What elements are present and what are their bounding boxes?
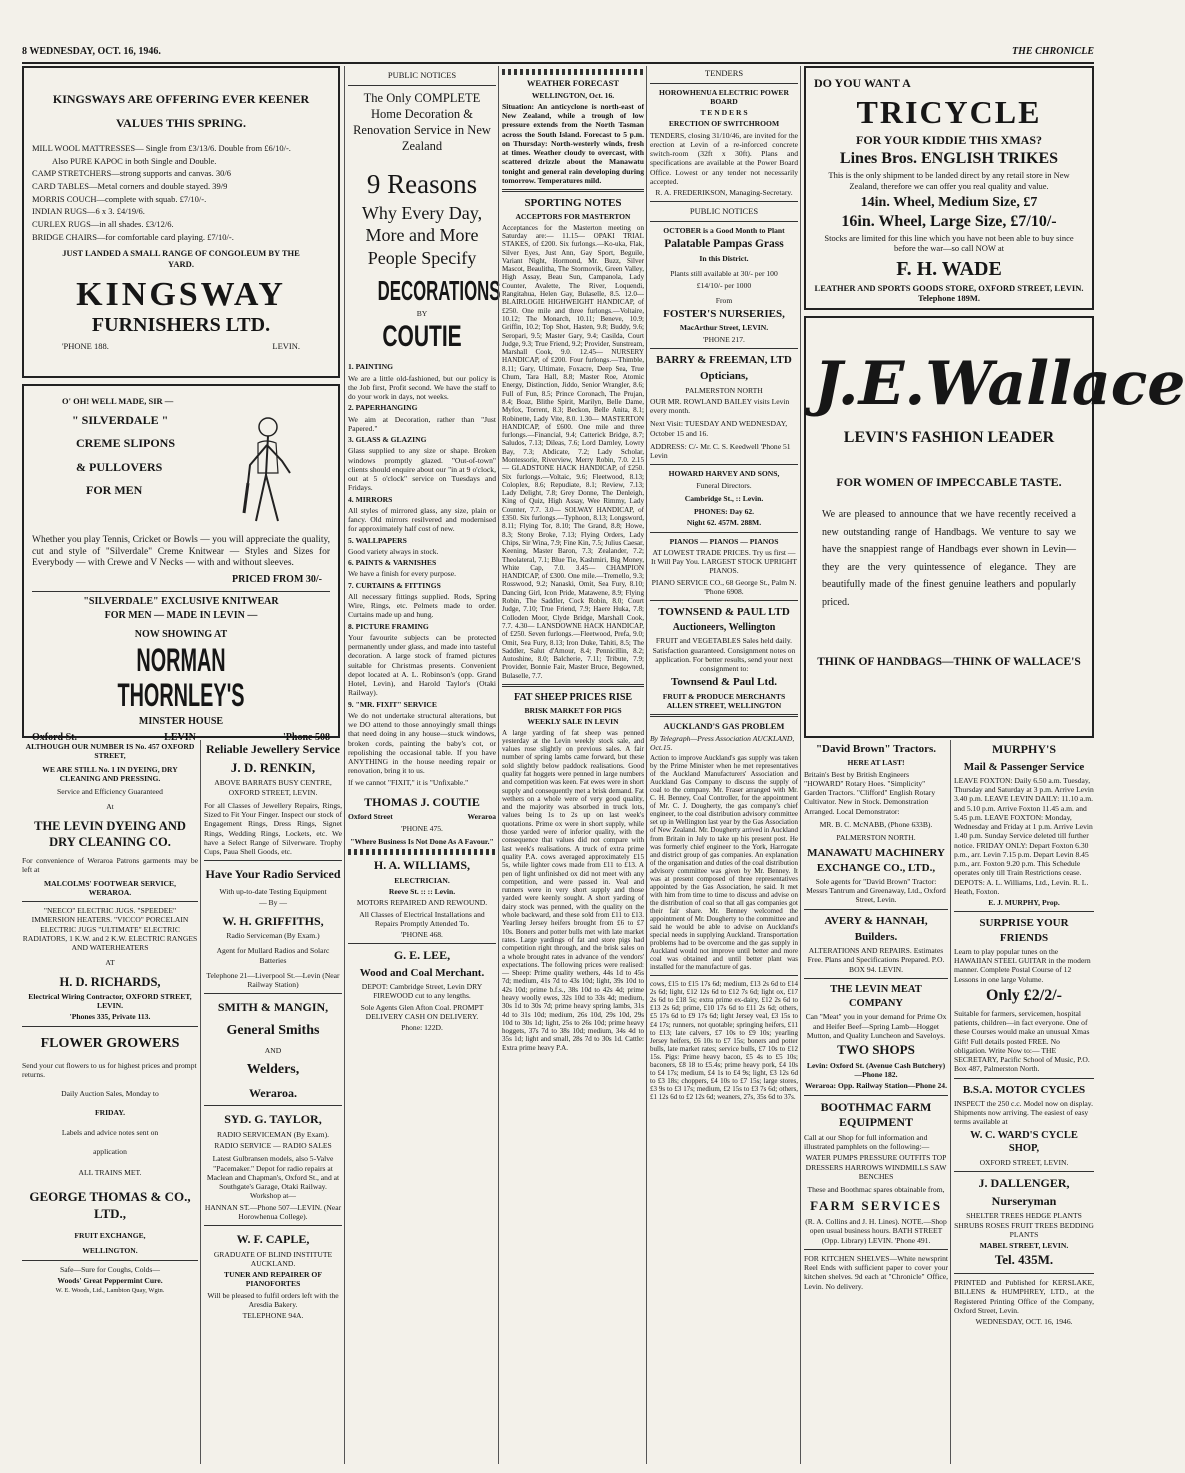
list-item [348,536,496,557]
column-divider [498,66,499,1464]
reason-title: PAINTS & VARNISHES [355,558,437,568]
flower-application: application [93,1146,127,1156]
meat-company-ad [804,983,948,1091]
avery-name: AVERY & HANNAH, [824,914,928,927]
tenders-heading: TENDERS [704,68,744,78]
farm-services: FARM SERVICES [810,1198,942,1214]
wade-sub: LEATHER AND SPORTS GOODS STORE, OXFORD STREET, LEVIN. Telephone 189M. [814,282,1084,303]
renkin-ad [204,742,342,856]
richards-phones: 'Phones 335, Private 113. [69,1012,151,1022]
lee-depot: DEPOT: Cambridge Street, Levin DRY FIREWOOD cut to any lengths. [361,982,483,1001]
wallace-leader: LEVIN'S FASHION LEADER [843,429,1055,446]
kingsway-brand: KINGSWAY [76,276,286,314]
fosters-address: MacArthur Street, LEVIN. [679,323,769,333]
column-divider [950,740,951,1464]
brown-title: "David Brown" Tractors. [815,743,937,755]
list-item: Also PURE KAPOC in both Single and Double. [52,155,217,166]
harvey-name: HOWARD HARVEY AND SONS, [668,469,780,479]
townsend-name: Townsend & Paul Ltd. [671,676,777,689]
column-6 [804,740,948,1293]
column-right-wide [804,66,1185,744]
caple-line: GRADUATE OF BLIND INSTITUTE AUCKLAND. [213,1249,333,1268]
smith-line: SMITH & MANGIN, [217,1000,329,1015]
caple-line: Will be pleased to fulfil orders left with the Aresdia Bakery. [207,1290,339,1309]
reason-title: WALLPAPERS [355,535,407,545]
murphy-ad [954,742,1094,907]
coutie-by: BY [416,309,428,319]
list-item [348,435,496,493]
reason-body: If we cannot "FIXIT," it is "Unfixable." [348,777,469,787]
reason-title: MIRRORS [355,494,393,504]
silverdale-ad [22,384,340,744]
column-4 [502,66,644,1054]
shop-name: NORMAN THORNLEY'S [117,642,245,714]
dallenger-ad [954,1176,1094,1269]
kingsways-subtitle: VALUES THIS SPRING. [116,115,246,130]
gas-title: AUCKLAND'S GAS PROBLEM [663,721,785,732]
opticians: Opticians, [700,370,748,383]
wallace-think: THINK OF HANDBAGS—THINK OF WALLACE'S [817,656,1081,669]
coutie-address [348,812,496,821]
brown-here: HERE AT LAST! [847,758,905,768]
sporting-body: Acceptances for the Masterton meeting on Saturday are:— 11.15— OPAKI TRIAL STAKES, of £200. Six furlongs.—Ko-uka, Flak, Silver Eyes, Just Ann, Gay Sport, Beguile, Variant Night, Hormond, Mr. Buzz, Silver Mascot, Beaulitha, The Stormovik, Green Valley, High Assay, Beau Sun, Campanola, Lady Counter, Avalette, The River, Loquendi, Rangitahua, Helen Gay, Bulaselle, 8.5. 12.0— BLAIRLOGIE HIGHWEIGHT HANDICAP, of £250. One mile and three furlongs.—Voltaire, 10.12; The Monarch, 10.11; Beneve, 10.9; Griffin, 10.2; Top Shot, Hasten, 9.8; Buddy, 9.6; Seropari, 9.5; Master Gary, 9.4; Casilda, Court Judge, 9.3; True Friend, 9.2; Provider, Sunstream, Marshall Cook, 9.0. 12.45— NURSERY HANDICAP, of £200. Four furlongs.—Thimble, 8.11; Gary, Ultimate, Foxacre, Deep Sea, True Chum, Tara Hall, 8.8; Master Roe, Atomic Energy, Distinction, Jiddo, Senior Wrangler, 8.6; Full of Fun, 8.5; Prince Coronach, The Prujan, 8.4; Boaz, Blithe Spirit, Marilyn, Belle Dame, Myfox, Torrent, 8.3; Beckon, Belle Anita, 8.1; Robinette, Lady Vite, 8.0. 1.30— MASTERTON HANDICAP, of £600. One mile and three furlongs.—Financial, 9.4; Catterick Bridge, 8.7; Saludos, 7.13; Dileas, 7.6; Lord Darnley, Lowry Bay, 7.3; Abdicate, 7.2; Lady Scholar, Montessorie, Riverview, Merry Robin, 7.0. 2.15— GLADSTONE HACK HANDICAP, of £250. Six furlongs.—Voltaic, 9.6; Fleetwood, 8.13; Coloplex, 8.6; Repudiate, 8.1; Review, 7.13; Lady Delight, 7.8; Grey Donne, The Denleigh, King of Quiz, High Assay, Wee Rimmy, Lady Counter, 7.7. 3.0— SOLWAY HANDICAP, of £350. Six furlongs.—Typhoon, 8.13; Longsword, 8.11; Flying Tor, 8.10; The Grand, 8.8; Howe, 8.3; Stony Broke, 7.13; Flying Orders, Lady Chips, Sir Wina, 7.9; Fine Kin, 7.5; Julius Caesar, Keening, Master Baron, 7.3; Zealander, 7.2; Theolateral, 7.1; Blue Tie, Kashmiri, Big Money, White Cap, 7.0. 3.45— CHAMPION HANDICAP, of £300. One mile.—Tremello, 9.3; Rosswood, 9.2; Nanaski, Omit, Sea Fury, 8.10; Dancing Girl, Icon Pride, Matawene, 8.9; Flying Robin, The Saddler, Cock Robin, 8.0; Court Judge, 7.10; True Friend, 7.9; Haere Huka, 7.8; Colloden Moor, Clyde Bridge, Marshall Cook, 7.7. 4.30— LANSDOWNE HACK HANDICAP, of £250. Seven furlongs.—Fleetwood, Prefa, 9.0; Omit, Sea Fury, 8.13; Iron Duke, Tahiti, 8.5; The Saddler, Salut d'Amour, 8.4; Pennicillin, 8.2; Autoshine, 8.0; Balcherie, 7.11; Tribute, 7.9; Provider, Bonnie Fair, Master Bruce, Begowned, Bulaselle, 7.7. [502,223,644,680]
richards-ad [22,906,198,1022]
reason-body: We are a little old-fashioned, but our policy is the Job first, Profit second. We have the staff to do your work in days, not weeks. [348,373,496,402]
surprise-ad [954,916,1094,1073]
harvey-address: Cambridge St., :: Levin. [684,493,764,503]
reason-body: We do not undertake structural alterations, but we DO attend to those annoyingly small things that need doing in any house—stuck windows, broken cords, painting the baby's cot, or repolishing the occasional table. If you have ANYTHING in the house needing repair or renovation, bring it to us. [348,710,496,776]
list-item [348,778,496,787]
norman-thornley-name [32,643,330,713]
list-item [348,403,496,433]
tenders-signature: R. A. FREDERIKSON, Managing-Secretary. [655,188,793,198]
pampas-price: £14/10/- per 1000 [696,280,752,290]
meat-shop-1: Levin: Oxford St. (Avenue Cash Butchery)—Phone 182. [806,1060,946,1080]
griffiths-role: Radio Serviceman (By Exam.) [226,931,320,941]
header-rule [22,62,1094,64]
reason-number: 1. [348,362,354,372]
flower-town: WELLINGTON. [82,1246,138,1256]
reason-number: 7. [348,580,354,590]
reason-title: PAPERHANGING [355,403,418,413]
coutie-street: Oxford Street [348,812,393,822]
george-thomas-name: GEORGE THOMAS & CO., LTD., [29,1189,191,1222]
silverdale-line: CREME SLIPONS [76,436,176,451]
barry-freeman: BARRY & FREEMAN, LTD [656,353,792,366]
griffiths-by: — By — [259,898,287,908]
coutie-headline: The Only COMPLETE Home Decoration & Renovation Service in New Zealand [353,90,491,154]
taylor-ad [204,1112,342,1221]
flower-title: FLOWER GROWERS [40,1035,180,1051]
list-item: CURLEX RUGS—in all shades. £3/12/6. [32,218,174,229]
imprint: PRINTED and Published for KERSLAKE, BILLENS & HUMPHREY, LTD., at the Registered Printing Office of the Company, Oxford Street, Levin. [954,1278,1094,1315]
tricycle-price-1: 14in. Wheel, Medium Size, £7 [860,194,1038,210]
meat-shops: TWO SHOPS [837,1042,915,1058]
list-item [348,362,496,401]
public-notices-heading: PUBLIC NOTICES [689,206,759,217]
masthead: THE CHRONICLE [1012,46,1094,57]
williams-motors: MOTORS REPAIRED AND REWOUND. [356,898,488,908]
ward-address: OXFORD STREET, LEVIN. [979,1157,1069,1167]
column-divider [800,66,801,1464]
erection-switchroom: ERECTION OF SWITCHROOM [668,119,780,129]
williams-name: H. A. WILLIAMS, [373,858,471,873]
taylor-body: Latest Gulbransen models, also 5-Valve "Pacemaker." Depot for radio repairs at Maclean and Chapman's, Oxford St., and at Southgate's Garage, Otaki Railway. Workshop at— [206,1154,340,1201]
power-board: HOROWHENUA ELECTRIC POWER BOARD [659,87,789,106]
column-left-wide [22,66,340,744]
coutie-label: COUTIE [382,320,462,354]
list-item: CARD TABLES—Metal corners and double stayed. 39/9 [32,181,228,192]
coutie-word [348,320,496,354]
sheep-body: A large yarding of fat sheep was penned yesterday at the Levin weekly stock sale, and values rose slightly on previous sales. A fair number of spring lambs came forward, but these sold slightly below paddock realisations. Good quality fat hoggets were penned in large numbers and competition was keen. Fat ewes were in short supply and consequently met a brisk demand. Fat wethers on a whole were of very good quality, and the majority was absorbed in truck lots, values being 1s to 2s up on last week's quotations. Prime ox were in short supply, while those yarded were of inferior quality, with the consequence that values did not compare with last week's realisations. A truck of extra prime quality P.A. cows averaged approximately £15 5s, while lighter cows made from £11 to £13. A pen of light unfinished ox did not meet with any competition, and were passed in. Veal and runners were in very short supply and those yarded were keenly sought. A short yarding of dairy stock was penned, with the quality on the whole backward, and these sold from £11 to £13. Yearling Jersey heifers brought from £6 to £7 10s. Boners and potter bulls met with late market rates. Large yardings of fat and store pigs had competition right through, and the brisk sales on a whole brought rates in advance of the vendors' expectations. The following prices were realised:— Sheep: Prime quality wethers, 44s 1d to 45s 7d; medium, 41s 7d to 43s 10d; light, 39s 10d to 42s 10d; prime b.f.s., 38s 10d to 42s 4d; prime heavy woolly ewes, 32s 10d to 33s 4d; medium, 30s 1d to 30s 7d; prime heavy spring lambs, 31s 4d to 31s 10d; medium, 26s 10d, 29s 10d, 29s 10d to 30s 1d; light, 25s to 26s 10d; prime heavy hoggets, 37s 7d to 38s 10d; medium, 34s 4d to 35s 1d; light and small, 28s 7d to 30s 1d. Cattle: Extra prime heavy P.A. [502,728,644,1052]
list-item [348,495,496,534]
coutie-name: THOMAS J. COUTIE [364,794,480,809]
flower-body: Send your cut flowers to us for highest prices and prompt returns. [22,1060,197,1079]
caple-ad [204,1232,342,1320]
murphy-body: LEAVE FOXTON: Daily 6.50 a.m. Tuesday, Thursday and Saturday at 3 p.m. Arrive Levin 3.40 p.m. LEAVE LEVIN DAILY: 11.10 a.m. and 5.10 p.m. Arrive Foxton 11.45 a.m. and 5.45 p.m. LEAVE FOXTON: Monday, Wednesday and Friday at 1 p.m. Arrive Levin 1.40 p.m. Sunday Service deleted till further notice. FRIDAY ONLY: Depart Foxton 6.30 p.m., arr. Levin 7.15 p.m. Depart Levin 8.45 p.m., arr. Foxton 9.20 p.m. This Schedule operates only till Train Restrictions cease. DEPOTS: A. L. Williams, Ltd., Levin. R. L. Heath, Foxton. [954,775,1094,896]
column-divider [646,66,647,1464]
lee-agents: Sole Agents Glen Afton Coal. PROMPT DELIVERY CASH ON DELIVERY. [360,1002,484,1021]
nine-reasons: 9 Reasons [366,168,478,199]
dallenger-name: J. DALLENGER, [978,1176,1070,1191]
reasons-list [348,362,496,787]
caple-telephone: TELEPHONE 94A. [242,1311,304,1321]
minster-house: MINSTER HOUSE [138,715,224,727]
reason-body: Good variety always in stock. [348,546,439,556]
barry-address: ADDRESS: C/- Mr. C. S. Keedwell 'Phone 51 Levin [650,441,791,461]
taylor-address: HANNAN ST.—Phone 507—LEVIN. (Near Horowhenua College). [204,1202,342,1221]
silverdale-brand: " SILVERDALE " [72,412,169,427]
barry-visit: Next Visit: TUESDAY AND WEDNESDAY, October 15 and 16. [650,419,788,438]
cricketer-illustration [230,413,300,533]
silverdale-exclusive: "SILVERDALE" EXCLUSIVE KNITWEAR [83,595,279,607]
sporting-title: SPORTING NOTES [524,197,622,210]
kingsway-brand-sub: FURNISHERS LTD. [91,314,271,337]
meat-shop-2: Weraroa: Opp. Railway Station—Phone 24. [804,1081,948,1091]
pianos-body: AT LOWEST TRADE PRICES. Try us first — It Will Pay You. LARGEST STOCK UPRIGHT PIANOS. [650,547,798,576]
silverdale-body: Whether you play Tennis, Cricket or Bowls — you will appreciate the quality, cut and style of "Silverdale" Creme Knitwear — Styles and Sizes for Everybody — with Crewe and V Necks — with and without sleeves. [32,534,330,569]
harvey-funeral: Funeral Directors. [696,480,752,490]
reason-number: 8. [348,621,354,631]
peppermint-ad [22,1265,198,1295]
reason-number: 3. [348,435,354,445]
smith-line: AND [264,1046,282,1056]
williams-ad [348,858,496,939]
list-item: BRIDGE CHAIRS—for comfortable card playing. £7/10/-. [32,231,234,242]
imprint-date: WEDNESDAY, OCT. 16, 1946. [975,1317,1073,1327]
murphy-sub: Mail & Passenger Service [963,760,1085,773]
barry-palmerston: PALMERSTON NORTH [685,385,763,395]
tricycle-line: FOR YOUR KIDDIE THIS XMAS? [855,132,1043,147]
weather-title: WEATHER FORECAST [526,78,620,88]
column-3 [348,66,501,1034]
address-street: Oxford St. [32,732,77,744]
meat-body: Can "Meat" you in your demand for Prime Ox and Heifer Beef—Spring Lamb—Hogget Mutton, and Quality Luncheon and Saveloys. [805,1012,947,1040]
renkin-name: J. D. RENKIN, [230,759,316,775]
bsa-title: B.S.A. MOTOR CYCLES [962,1083,1086,1096]
flower-labels: Labels and advice notes sent on [61,1127,159,1137]
reason-title: PAINTING [355,362,394,372]
flower-sales: Daily Auction Sales, Monday to [61,1089,159,1099]
reason-number: 2. [348,403,354,413]
reason-body: Glass supplied to any size or shape. Broken windows promptly glazed. "Out-of-town" clients should enquire about our "in at 9 o'clock, out at 5 o'clock" service on Tuesdays and Fridays. [348,446,496,493]
flower-friday: FRIDAY. [94,1108,126,1118]
dallenger-address: MABEL STREET, LEVIN. [979,1241,1069,1251]
lee-name: G. E. LEE, [393,948,451,963]
dyeing-line: WE ARE STILL No. 1 IN DYEING, DRY CLEANING AND PRESSING. [42,764,178,783]
reason-title: CURTAINS & FITTINGS [355,580,441,590]
sheep-sub2: WEEKLY SALE IN LEVIN [527,717,619,727]
weather-place: WELLINGTON, Oct. 16. [531,90,615,100]
boothmac-obtainable: These and Boothmac spares obtainable from, [807,1185,945,1195]
coutie-phone: 'PHONE 475. [401,823,443,833]
smith-mangin-ad [204,1000,342,1101]
pampas-district: In this District. [699,254,749,264]
avery-builders: Builders. [854,930,898,943]
address-phone: 'Phone 508 [283,732,330,744]
kingsways-town: LEVIN. [272,341,300,352]
boothmac-items: WATER PUMPS PRESSURE OUTFITS TOP DRESSERS HARROWS WINDMILLS SAW BENCHES [805,1153,947,1181]
reason-title: PICTURE FRAMING [355,621,429,631]
taylor-service: RADIO SERVICE — RADIO SALES [214,1141,332,1151]
column-5 [650,66,798,1103]
boothmac-body: Call at our Shop for full information and illustrated pamphlets on the following:— [804,1132,930,1152]
lee-ad [348,948,496,1032]
silverdale-line: FOR MEN [86,483,143,498]
kingsways-phone: 'PHONE 188. [62,341,109,352]
brown-agents: Sole agents for "David Brown" Tractor: Messrs Tantrum and Greenaway, Ltd., Oxford Street, Levin. [806,876,946,905]
richards-name: H. D. RICHARDS, [59,974,161,989]
pampas-from: From [715,295,733,305]
tricycle-body: This is the only shipment to be landed direct by any retail store in New Zealand, therefore we can offer you real quality and value. [828,170,1070,191]
brown-palmerston: PALMERSTON NORTH. [836,833,916,843]
sheep-title: FAT SHEEP PRICES RISE [513,692,633,703]
surprise-price: Only £2/2/- [985,986,1062,1004]
murphy-name: MURPHY'S [992,742,1056,756]
tenders-body: TENDERS, closing 31/10/46, are invited for the erection at Levin of a re-inforced concrete switch-room (32ft x 30ft). Plans and specifications are available at the Power Board Office. Lowest or any tender not necessarily accepted. [650,130,798,186]
safe-line: Woods' Great Peppermint Cure. [57,1275,163,1285]
cattle-prices: cows, £15 to £15 17s 6d; medium, £13 2s 6d to £14 2s 6d; light, £12 12s 6d to £12 7s 6d; light ox, £17 2s 6d to £18 5s; extra prime ex-dairy, £12 2s 6d to £13 2s 6d; prime, £10 17s 6d to £11 2s 6d; others, £5 17s 6d to £9 17s 6d; light Jersey veal, £3 15s to £4 17s; runners, not quotable; springing heifers, £11 to £13; late calvers, £7 10s to £9 10s; yearling Jersey heifers, £6 10s to £7 15s; boners and potter bulls, late market rates; service bulls, £7 10s to £12 15s. Pigs: Prime heavy bacon, £5 4s to £5 10s; baconers, £8 18 to £5.4s; prime heavy pork, £4 10s to £4 17s; medium, £4 1s to £4 9s; light, £3 12s 6d to £3 18s; choppers, £4 10s to £7 15s; large stores, £3 9s to £3 17s; medium, £2 15s to £3 7s 6d; others, £1 12s 6d to £2 12s 6d; weaners, 27s, 35s 6d to 37s. [650,980,798,1101]
boothmac-ad [804,1100,948,1245]
townsend-merchants: FRUIT & PRODUCE MERCHANTS ALLEN STREET, WELLINGTON [662,691,786,710]
column-divider [200,740,201,1464]
sporting-sub: ACCEPTORS FOR MASTERTON [515,212,631,222]
decorations-label: DECORATIONS [377,275,501,307]
list-item: MILL WOOL MATTRESSES— Single from £3/13/6. Double from £6/10/-. [32,143,291,154]
griffiths-sub: With up-to-date Testing Equipment [219,887,327,897]
silverdale-price: PRICED FROM 30/- [232,574,322,586]
taylor-role: RADIO SERVICEMAN (By Exam). [216,1129,330,1139]
kingsways-note: JUST LANDED A SMALL RANGE OF CONGOLEUM BY THE YARD. [62,248,300,269]
ornament-rule [348,849,496,855]
column-divider [344,66,345,1464]
avery-alterations: ALTERATIONS AND REPAIRS. Estimates Free. Plans and Specifications Prepared. P.O. BOX 94. LEVIN. [807,946,945,974]
caple-line: TUNER AND REPAIRER OF PIANOFORTES [224,1270,322,1289]
smith-line: General Smiths [226,1023,320,1039]
lee-phone: Phone: 122D. [401,1023,443,1033]
silverdale-made-in: FOR MEN — MADE IN LEVIN — [104,610,258,622]
weather-body: Situation: An anticyclone is north-east of New Zealand, while a trough of low pressure extends from the North Tasman across the South Island. Forecast to 5 p.m. on Thursday: North-westerly winds, fresh at times. Weather cloudy to overcast, with scattered drizzle about the Manawatu tonight and general rain developing during tomorrow. Temperatures mild. [502,101,644,185]
column-2 [204,740,342,1322]
reason-number: 9. [348,699,354,709]
dyeing-line: ALTHOUGH OUR NUMBER IS No. 457 OXFORD STREET, [25,742,195,761]
taylor-name: SYD. G. TAYLOR, [224,1112,322,1127]
wallace-body: We are pleased to announce that we have recently received a new outstanding range of Handbags. We venture to say we have the snappiest range of Handbags ever shown in Levin—they are the very quintessence of elegance. They are beautifully made of the finest genuine leathers and popularly priced. [822,509,1076,608]
list-item [348,622,496,698]
richards-items: "NEECO" ELECTRIC JUGS. "SPEEDEE" IMMERSION HEATERS. "VICCO" PORCELAIN ELECTRIC JUGS "ULTIMATE" ELECTRIC RADIATORS, 1 K.W. and 2 K.W. ELECTRIC RANGES AND WATERHEATERS [22,906,198,952]
surprise-body: Learn to play popular tunes on the HAWAIIAN STEEL GUITAR in the modern manner. Complete Postal Course of 12 Lessons in one large Volume. [954,946,1091,984]
townsend-paul: TOWNSEND & PAUL LTD [658,606,790,619]
pampas-grass: Palatable Pampas Grass [664,238,784,251]
williams-address: Reeve St. :: :: Levin. [388,887,456,897]
safe-line: Safe—Sure for Coughs, Colds— [60,1264,160,1274]
coutie-why: Why Every Day, More and More People Specify [361,202,483,268]
williams-all: All Classes of Electrical Installations and Repairs Promptly Attended To. [359,909,485,928]
list-item: MORRIS COUCH—complete with squab. £7/10/-. [32,193,207,204]
gas-body: Action to improve Auckland's gas supply was taken by the Prime Minister when he met representatives of the Auckland Manufacturers' Association and Auckland Gas Company to discuss the supply of coal to the company. Mr. Fraser arranged with Mr. C. H. Benney, Coal Controller, for the appointment of Mr. C. J. Dougherty, the gas company's chief engineer, to the coal distribution advisory committee set up in Wellington last year by the Gas Association of New Zealand. Mr. Dougherty arrived in Auckland from Britain in July to take up his present post. He was formerly chief engineer to the York, Harrogate and district group of gas companies. An explanation of the organisation and duties of the coal distribution advisory committee was given by Mr. Benney. It was at present composed of three representatives appointed by the Gas Association, he said. It met with him from time to time to discuss and advise on the distribution of coal so that all gas companies got their fair share. Mr. Benney welcomed the appointment of Mr. Dougherty to the committee and said he would be able to advise on Auckland's special needs in supplying Auckland. Transportation problems had to be overcome and the gas supply in Auckland would not improve until better and more coal was obtained and until better plant was installed for the manufacture of gas. [650,754,799,972]
dyeing-body: For convenience of Weraroa Patrons garments may be left at [22,856,198,875]
avery-hannah-ad [804,914,948,974]
reason-body: All styles of mirrored glass, any size, plain or fancy. Old mirrors resilvered and modernised for approximately half cost of new. [348,505,496,534]
wallace-women: FOR WOMEN OF IMPECCABLE TASTE. [836,474,1062,489]
tricycle-line: DO YOU WANT A [814,76,911,90]
griffiths-name: W. H. GRIFFITHS, [222,913,324,928]
tricycle-trikes: Lines Bros. ENGLISH TRIKES [839,150,1059,168]
silverdale-intro: O' OH! WELL MADE, SIR — [62,396,174,406]
harvey-phones: PHONES: Day 62. [693,507,755,517]
coutie-motto: "Where Business Is Not Done As A Favour." [350,836,494,846]
lee-sub: Wood and Coal Merchant. [359,966,485,979]
david-brown-ad [804,742,948,905]
caple-name: W. F. CAPLE, [236,1232,310,1247]
reason-body: All necessary fittings supplied. Rods, Spring Wire, Rings, etc. Pelmets made to order. Curtains made up and hung. [348,591,496,620]
pianos-heading: PIANOS — PIANOS — PIANOS [669,536,779,546]
tricycle-stock: Stocks are limited for this line which you have not been able to buy since before the war—so call NOW at [824,232,1074,254]
pampas-plants: Plants still available at 30/- per 100 [670,269,778,279]
richards-sub: Electrical Wiring Contractor, OXFORD STREET, LEVIN. [28,991,192,1010]
farm-services-sub: (R. A. Collins and J. H. Lines). NOTE.—Shop open usual business hours. BATH STREET (Opp. Library) LEVIN. 'Phone 491. [805,1217,947,1245]
fosters-phone: 'PHONE 217. [703,334,745,344]
williams-phone: 'PHONE 468. [401,930,443,940]
column-7 [954,740,1094,1328]
decorations-word [348,275,501,307]
griffiths-title: Have Your Radio Serviced [205,867,341,882]
flower-exchange: FRUIT EXCHANGE, [74,1231,146,1241]
boothmac-title: BOOTHMAC FARM EQUIPMENT [820,1099,932,1130]
safe-line: W. E. Woods, Ltd., Lambton Quay, Wgtn. [55,1287,165,1295]
murphy-signature: E. J. MURPHY, Prop. [988,898,1060,908]
coutie-town: Weraroa [467,812,496,822]
brown-demo: MR. B. C. McNABB, (Phone 633B). [819,819,933,829]
reason-title: GLASS & GLAZING [355,435,427,445]
public-notices-heading: PUBLIC NOTICES [387,70,457,80]
page-date: 8 WEDNESDAY, OCT. 16, 1946. [22,46,161,57]
wallace-logo [814,349,1185,419]
wade-name: F. H. WADE [896,257,1002,280]
piano-service: PIANO SERVICE CO., 68 George St., Palm N. 'Phone 6908. [651,577,797,596]
list-item [348,581,496,620]
dyeing-malcolms: MALCOLMS' FOOTWEAR SERVICE, WERAROA. [43,878,176,897]
reason-body: We have a finish for every purpose. [348,569,456,579]
sheep-sub1: BRISK MARKET FOR PIGS [524,706,622,715]
kitchen-shelves: FOR KITCHEN SHELVES—White newsprint Reel Ends with sufficient paper to cover your kitchen shelves. 9d each at "Chronicle" Office, Levin. No delivery. [804,1253,948,1291]
kingsways-ad [22,66,340,378]
auctioneers: Auctioneers, Wellington [672,622,776,634]
fosters-nurseries: FOSTER'S NURSERIES, [663,308,785,321]
flower-trains: ALL TRAINS MET. [78,1168,142,1178]
tricycle-price-2: 16in. Wheel, Large Size, £7/10/- [841,212,1057,230]
bsa-body: INSPECT the 250 c.c. Model now on display. Shipments now arriving. The easiest of easy terms available at [954,1098,1093,1127]
ward-name: W. C. WARD'S CYCLE SHOP, [970,1129,1078,1155]
wallace-ad [804,316,1185,738]
reason-number: 4. [348,494,354,504]
dyeing-company: THE LEVIN DYEING AND DRY CLEANING CO. [34,818,186,849]
kingsways-items [32,143,330,242]
dallenger-sub: Nurseryman [991,1193,1057,1208]
reason-body: We aim at Decoration, rather than "Just Papered." [348,414,496,433]
list-item: CAMP STRETCHERS—strong supports and canvas. 30/6 [32,168,231,179]
surprise-title: SURPRISE YOUR FRIENDS [979,917,1069,944]
wallace-logo-text: J.E.Wallace [814,349,1185,419]
harvey-night: Night 62. 457M. 288M. [686,518,762,528]
kingsways-contact [32,341,330,352]
silverdale-line: & PULLOVERS [76,459,163,474]
flower-growers-ad [22,1035,198,1256]
renkin-title: Reliable Jewellery Service [206,742,340,756]
dyeing-at: At [106,802,114,812]
list-item [348,700,496,776]
list-item: INDIAN RUGS—6 x 3. £4/19/6. [32,206,145,217]
column-1 [22,740,198,1297]
tenders-spaced: T E N D E R S [700,108,748,118]
richards-at: AT [105,958,115,968]
reason-title: "MR. FIXIT" SERVICE [355,699,437,709]
list-item [348,558,496,579]
dallenger-tel: Tel. 435M. [994,1252,1054,1268]
meat-name: THE LEVIN MEAT COMPANY [830,983,922,1009]
smith-line: Weraroa. [248,1085,298,1100]
barry-bailey: OUR MR. ROWLAND BAILEY visits Levin every month. [650,396,790,416]
griffiths-agent: Agent for Mullard Radios and Solarc Batteries [216,946,330,965]
renkin-address: ABOVE BARRATS BUSY CENTRE, OXFORD STREET, LEVIN. [214,778,332,797]
gas-byline: By Telegraph—Press Association AUCKLAND, Oct.15. [650,733,795,752]
manawatu-name: MANAWATU MACHINERY EXCHANGE CO., LTD., [807,847,945,874]
reason-body: Your favourite subjects can be protected permanently under glass, and made into tasteful decoration. A large stock of framed pictures suitable for Christmas presents. Convenient depot located at A. L. Robinson's (opp. Grand Hotel, Levin), and Harold Taylor's (Otaki Railway). [348,632,496,698]
october-plant: OCTOBER is a Good Month to Plant [663,226,785,235]
dyeing-ad [22,742,198,897]
renkin-body: For all Classes of Jewellery Repairs, Rings, Sized to Fit Your Finger. Inspect our stock of Engagement Rings, Dress Rings, Signet Rings, Wedding Rings, Lockets, etc. We have a Select Range of Silverware. Trophy Cups, Paua Shell Goods, etc. [204,800,342,857]
address-town: LEVIN [164,732,196,744]
dallenger-items: SHELTER TREES HEDGE PLANTS SHRUBS ROSES FRUIT TREES BEDDING PLANTS [954,1211,1094,1239]
townsend-body: FRUIT and VEGETABLES Sales held daily. Satisfaction guaranteed. Consignment notes on application. For better results, send your next consignment to: [652,636,796,674]
williams-role: ELECTRICIAN. [394,875,450,885]
griffiths-ad [204,867,342,989]
ornament-rule [502,69,644,75]
reason-number: 5. [348,535,354,545]
bsa-ad [954,1083,1094,1168]
griffiths-telephone: Telephone 21—Liverpool St.—Levin (Near Railway Station) [206,970,340,990]
smith-line: Welders, [246,1062,300,1078]
reason-number: 6. [348,558,354,568]
dyeing-line: Service and Efficiency Guaranteed [57,787,163,796]
tricycle-ad [804,66,1094,310]
brown-body: Britain's Best by British Engineers "HOWARD" Rotary Hoes. "Simplicity" Garden Tractors. "Clifford" English Rotary Cultivator. New in Stock. Demonstration Arranged. Local Demonstrator: [804,769,936,816]
tricycle-title: TRICYCLE [856,93,1042,130]
kingsways-title: KINGSWAYS ARE OFFERING EVER KEENER [52,92,310,106]
silverdale-showing: NOW SHOWING AT [134,628,228,640]
surprise-body-2: Suitable for farmers, servicemen, hospital patients, children—in fact everyone. One of these Courses would make an unusual Xmas Gift! Full details posted FREE. No obligation. Write Now to:— THE SECRETARY, Pacific School of Music, P.O. Box 487, Palmerston North. [954,1008,1090,1074]
